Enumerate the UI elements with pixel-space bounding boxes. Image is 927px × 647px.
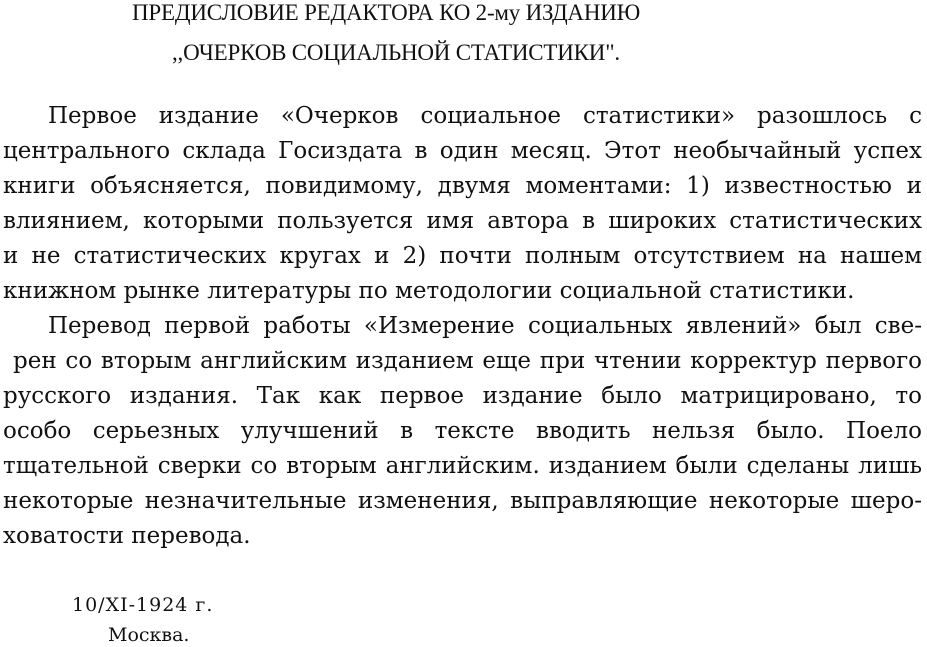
text-line: рен со вторым английским изданием еще при чтении корректур первого	[13, 348, 922, 374]
text-line: книги объясняется, повидимому, двумя моментами: 1) известностью и	[3, 173, 922, 199]
text-line: влиянием, которыми пользуется имя автора в широких статистических	[3, 208, 922, 234]
text-line: и не статистических кругах и 2) почти полным отсутствием на нашем	[3, 243, 922, 269]
text-line: ховатости перевода.	[3, 523, 251, 549]
text-line: книжном рынке литературы по методологии социальной статистики.	[3, 278, 855, 304]
text-line: русского издания. Так как первое издание было матрицировано, то	[3, 383, 922, 409]
signature-place: Москва.	[108, 624, 190, 646]
text-line: тщательной сверки со вторым английским. изданием были сделаны лишь	[3, 453, 922, 479]
body-text	[3, 99, 922, 554]
text-line: центрального склада Госиздата в один месяц. Этот необычайный успех	[3, 138, 922, 164]
text-line: особо серьезных улучшений в тексте вводить нельзя было. Поело	[3, 418, 922, 444]
heading-line-1: ПРЕДИСЛОВИЕ РЕДАКТОРА КО 2-му ИЗДАНИЮ	[132, 0, 641, 25]
text-line: Первое издание «Очерков социальное статистики» разошлось с	[48, 103, 922, 129]
signature-date: 10/XI-1924 г.	[72, 594, 214, 616]
text-line: Перевод первой работы «Измерение социальных явлений» был све-	[48, 313, 922, 339]
text-line: некоторые незначительные изменения, выправляющие некоторые шеро-	[3, 488, 922, 514]
heading-line-2: ,,ОЧЕРКОВ СОЦИАЛЬНОЙ СТАТИСТИКИ".	[172, 40, 620, 65]
